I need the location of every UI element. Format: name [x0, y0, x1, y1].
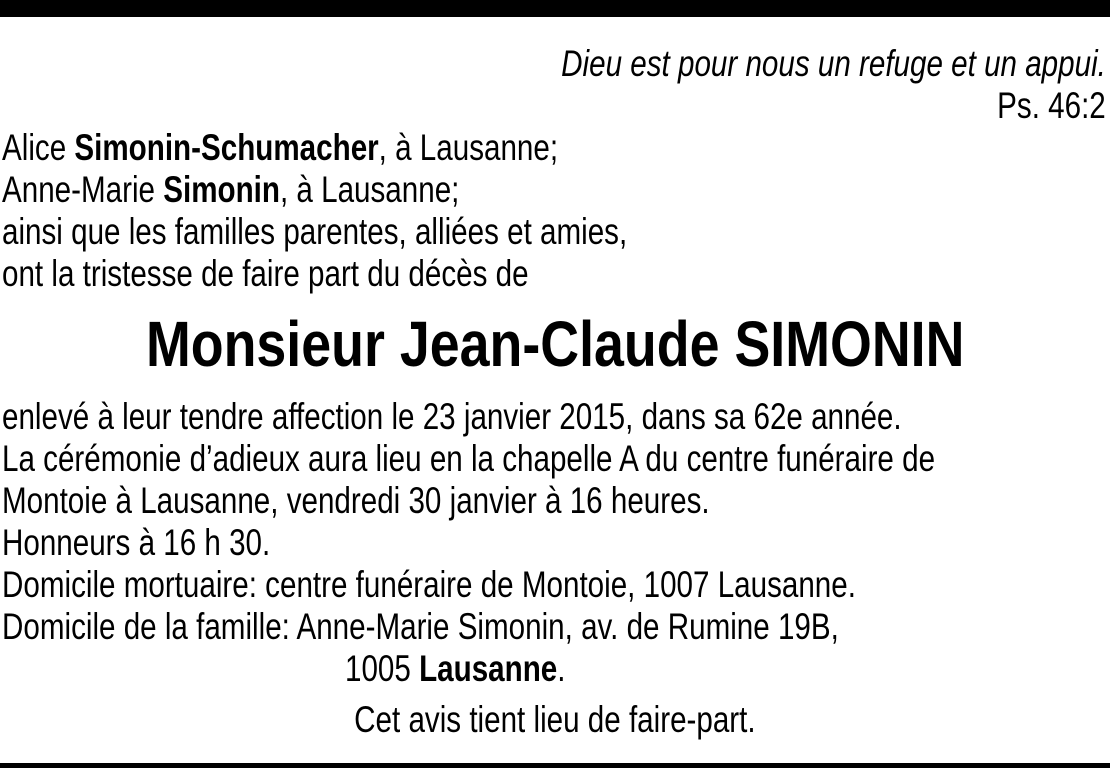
- details-line-3: Montoie à Lausanne, vendredi 30 janvier à 16 heures.: [2, 480, 710, 521]
- closing-note: [0, 700, 1110, 740]
- closing-note-text: Cet avis tient lieu de faire-part.: [354, 699, 756, 740]
- details-line-7-rest: .: [557, 648, 566, 689]
- family-line-1: [2, 128, 558, 168]
- family-line-1-first: Alice: [2, 127, 75, 168]
- details-line-4: Honneurs à 16 h 30.: [2, 522, 271, 563]
- family-line-2-surname: Simonin: [163, 169, 280, 210]
- family-line-2-rest: , à Lausanne;: [279, 169, 460, 210]
- family-line-3: ainsi que les familles parentes, alliées et amies,: [2, 211, 628, 252]
- details-line-2: La cérémonie d’adieux aura lieu en la chapelle A du centre funéraire de: [2, 438, 936, 479]
- details-line-7: [345, 649, 565, 689]
- quote-text: Dieu est pour nous un refuge et un appui.: [561, 43, 1106, 84]
- details-line-1: enlevé à leur tendre affection le 23 janvier 2015, dans sa 62e année.: [2, 396, 902, 437]
- family-line-1-surname: Simonin-Schumacher: [74, 127, 379, 168]
- family-line-2-first: Anne-Marie: [2, 169, 164, 210]
- family-line-4: ont la tristesse de faire part du décès de: [2, 253, 529, 294]
- details-line-7-first: 1005: [345, 648, 420, 689]
- bottom-border-rule: [0, 763, 1110, 768]
- details-line-6: Domicile de la famille: Anne-Marie Simonin, av. de Rumine 19B,: [2, 606, 839, 647]
- quote-reference: Ps. 46:2: [997, 85, 1106, 126]
- details-line-5: Domicile mortuaire: centre funéraire de Montoie, 1007 Lausanne.: [2, 564, 856, 605]
- top-border-rule: [0, 0, 1110, 17]
- details-line-7-city: Lausanne: [419, 648, 558, 689]
- family-line-1-rest: , à Lausanne;: [378, 127, 559, 168]
- deceased-name-heading: [0, 306, 1110, 382]
- deceased-name: Monsieur Jean-Claude SIMONIN: [145, 308, 965, 380]
- family-line-2: [2, 170, 459, 210]
